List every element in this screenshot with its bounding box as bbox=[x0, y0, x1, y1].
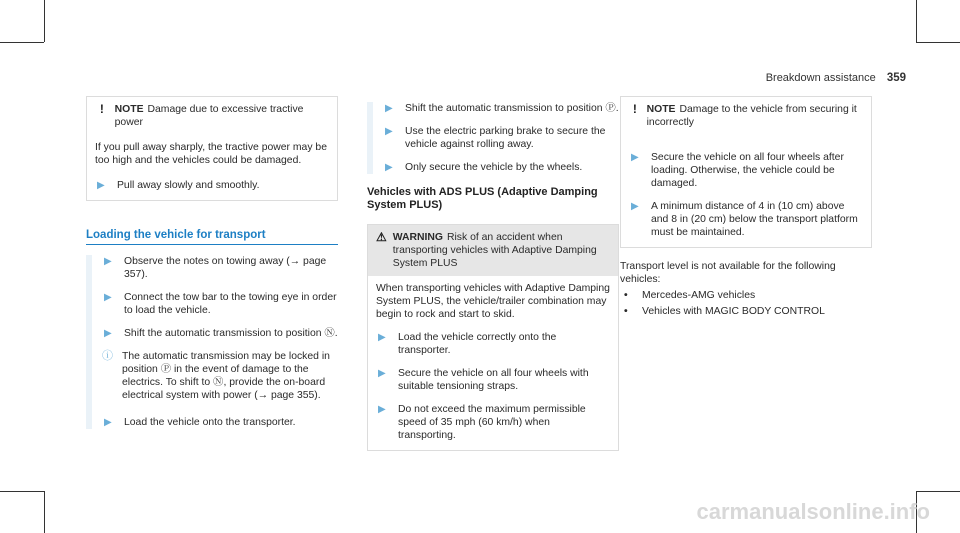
list-item bbox=[102, 327, 338, 340]
note-body bbox=[87, 135, 337, 200]
step-text: Pull away slowly and smoothly. bbox=[117, 180, 260, 191]
step-text: Do not exceed the maximum permissible speed of 35 mph (60 km/h) when transporting. bbox=[398, 404, 586, 441]
step-text: Connect the tow bar to the towing eye in order to load the vehicle. bbox=[124, 292, 337, 316]
page-number: 359 bbox=[886, 72, 906, 84]
step-text: Use the electric parking brake to secure the vehicle against rolling away. bbox=[405, 126, 606, 150]
bullet-item bbox=[620, 305, 872, 318]
note-header bbox=[621, 97, 871, 135]
crop-mark bbox=[44, 0, 45, 42]
arrow-right-icon: ▶ bbox=[385, 162, 393, 173]
subheading: Vehicles with ADS PLUS (Adaptive Damping System PLUS) bbox=[367, 186, 598, 211]
info-text: The automatic transmission may be locked in position Ⓟ in the event of damage to the electrics. To shift to Ⓝ, provide the on-board electrical system with power (→ page 355). bbox=[122, 351, 330, 401]
step-text: Load the vehicle correctly onto the transporter. bbox=[398, 332, 557, 356]
bullet-text: Mercedes-AMG vehicles bbox=[642, 290, 756, 301]
crop-mark bbox=[0, 42, 44, 43]
list-item bbox=[376, 403, 610, 442]
arrow-right-icon: ▶ bbox=[378, 332, 386, 343]
arrow-right-icon: ▶ bbox=[104, 256, 112, 267]
info-note bbox=[102, 350, 338, 402]
list-item bbox=[383, 102, 619, 115]
step-text: Secure the vehicle on all four wheels with suitable tensioning straps. bbox=[398, 368, 589, 392]
body-text: Transport level is not available for the following vehicles: bbox=[620, 261, 836, 285]
arrow-right-icon: ▶ bbox=[378, 368, 386, 379]
list-item bbox=[102, 416, 338, 429]
note-header bbox=[87, 97, 337, 135]
list-item bbox=[383, 161, 619, 174]
section-name: Breakdown assistance bbox=[765, 72, 876, 84]
note-box bbox=[86, 96, 338, 201]
column-2 bbox=[367, 96, 619, 451]
info-icon: ⓘ bbox=[102, 350, 113, 362]
step-text: Secure the vehicle on all four wheels after loading. Otherwise, the vehicle could be damaged. bbox=[651, 152, 844, 189]
list-item bbox=[95, 179, 329, 192]
note-text: If you pull away sharply, the tractive power may be too high and the vehicles could be damaged. bbox=[95, 142, 327, 166]
step-list bbox=[367, 102, 619, 174]
list-item bbox=[383, 125, 619, 151]
crop-mark bbox=[44, 491, 45, 533]
bullet-icon: • bbox=[624, 306, 628, 317]
note-box bbox=[620, 96, 872, 248]
arrow-right-icon: ▶ bbox=[631, 152, 639, 163]
note-body bbox=[621, 135, 871, 247]
warning-text: When transporting vehicles with Adaptive Damping System PLUS, the vehicle/trailer combination may begin to rock and start to skid. bbox=[376, 283, 610, 320]
warning-title: Risk of an accident when transporting vehicles with Adaptive Damping System PLUS bbox=[392, 232, 597, 269]
bullet-text: Vehicles with MAGIC BODY CONTROL bbox=[642, 306, 825, 317]
bullet-item bbox=[620, 289, 872, 302]
warning-header bbox=[368, 225, 618, 276]
list-item bbox=[376, 367, 610, 393]
crop-mark bbox=[916, 42, 960, 43]
arrow-right-icon: ▶ bbox=[631, 201, 639, 212]
exclamation-icon: ! bbox=[632, 102, 637, 116]
list-item bbox=[629, 151, 863, 190]
note-title: Damage due to excessive tractive power bbox=[114, 104, 304, 128]
column-1 bbox=[86, 96, 338, 429]
list-item bbox=[376, 331, 610, 357]
list-item bbox=[102, 291, 338, 317]
step-text: Shift the automatic transmission to position Ⓝ. bbox=[124, 328, 338, 339]
step-text: Observe the notes on towing away (→ page 357). bbox=[124, 256, 327, 280]
warning-triangle-icon: ⚠ bbox=[376, 230, 387, 244]
note-label: NOTE bbox=[646, 104, 676, 115]
warning-body bbox=[368, 276, 618, 450]
step-list bbox=[86, 255, 338, 429]
column-3 bbox=[620, 96, 872, 318]
arrow-right-icon: ▶ bbox=[385, 126, 393, 137]
page-header bbox=[766, 72, 906, 84]
list-item bbox=[102, 255, 338, 281]
step-text: Shift the automatic transmission to position Ⓟ. bbox=[405, 103, 619, 114]
arrow-right-icon: ▶ bbox=[378, 404, 386, 415]
warning-label: WARNING bbox=[392, 232, 443, 243]
arrow-right-icon: ▶ bbox=[104, 292, 112, 303]
watermark: carmanualsonline.info bbox=[696, 499, 930, 524]
step-text: A minimum distance of 4 in (10 cm) above and 8 in (20 cm) below the transport platform must be maintained. bbox=[651, 201, 858, 238]
note-title: Damage to the vehicle from securing it incorrectly bbox=[646, 104, 857, 128]
warning-box bbox=[367, 224, 619, 451]
arrow-right-icon: ▶ bbox=[97, 180, 105, 191]
arrow-right-icon: ▶ bbox=[385, 103, 393, 114]
crop-mark bbox=[916, 491, 960, 492]
step-text: Only secure the vehicle by the wheels. bbox=[405, 162, 583, 173]
arrow-right-icon: ▶ bbox=[104, 328, 112, 339]
crop-mark bbox=[916, 0, 917, 42]
note-label: NOTE bbox=[114, 104, 144, 115]
crop-mark bbox=[0, 491, 44, 492]
arrow-right-icon: ▶ bbox=[104, 417, 112, 428]
list-item bbox=[629, 200, 863, 239]
exclamation-icon: ! bbox=[99, 102, 104, 116]
step-text: Load the vehicle onto the transporter. bbox=[124, 417, 296, 428]
section-title: Loading the vehicle for transport bbox=[86, 229, 338, 245]
bullet-icon: • bbox=[624, 290, 628, 301]
